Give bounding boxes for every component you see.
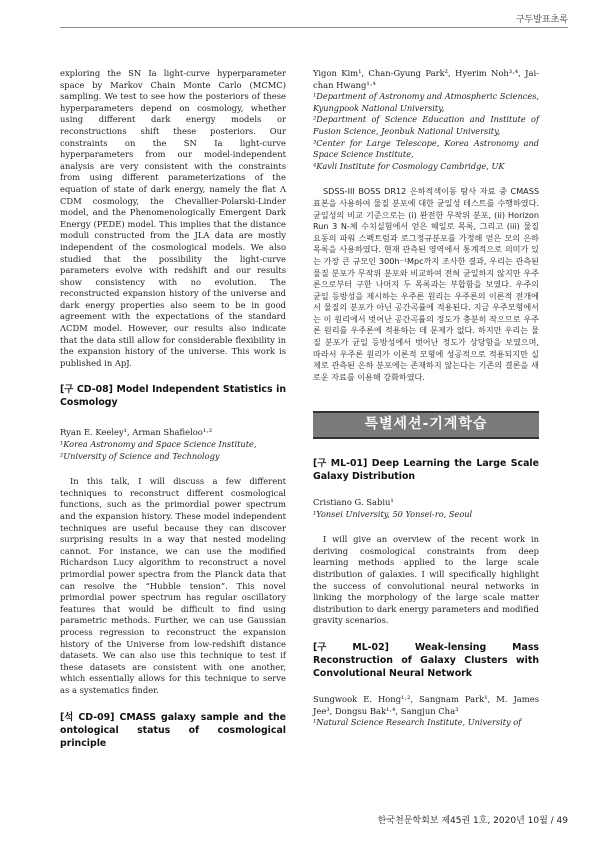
cd09-affiliation-4: ⁴Kavli Institute for Cosmology Cambridge, UK <box>313 160 505 171</box>
intro-paragraph: exploring the SN Ia light-curve hyperparameter space by Markov Chain Monte Carlo (MCMC) sampling. We test to see how the posteriors of these hyperparameters depend on cosmology, whether using different dark energy models or reconstructions shift these posteriors. Our constraints on the SN Ia light-curve hyperparameters from our model-independent analysis are very consistent with the constraints from using different parameterizations of the equation of state of dark energy, namely the flat Λ CDM cosmology, the Chevallier-Polarski-Linder model, and the Phenomenologically Emergent Dark Energy (PEDE) model. This implies that the distance moduli constructed from the JLA data are mostly independent of the cosmological models. We also studied that the possibility the light-curve parameters evolve with redshift and our results show consistency with no evolution. The reconstructed expansion history of the universe and dark energy properties also seem to be in good agreement with the expectations of the standard ΛCDM model. However, our results also indicate that the data still allow for considerable flexibility in the expansion history of the universe. This work is published in ApJ. <box>60 68 286 368</box>
cd09-authors: Yigon Kim¹, Chan-Gyung Park², Hyerim Noh³·⁴, Jai-chan Hwang¹·⁴ <box>313 68 539 90</box>
cd08-title: [구 CD-08] Model Independent Statistics in Cosmology <box>60 384 286 409</box>
cd09-affiliation-3: ³Center for Large Telescope, Korea Astronomy and Space Science Institute, <box>313 137 539 160</box>
cd08-authors: Ryan E. Keeley¹, Arman Shafieloo¹·² <box>60 427 213 438</box>
left-column <box>60 68 286 750</box>
cd09-title: [석 CD-09] CMASS galaxy sample and the ontological status of cosmological principle <box>60 711 286 749</box>
ml01-authors: Cristiano G. Sabiu¹ <box>313 497 394 508</box>
cd08-affiliation-2: ²University of Science and Technology <box>60 450 220 461</box>
ml02-authors: Sungwook E. Hong¹·², Sangnam Park¹, M. James Jee³, Dongsu Bak¹·⁴, Sangjun Cha³ <box>313 693 539 716</box>
ml01-abstract: I will give an overview of the recent work in deriving cosmological constraints from deep learning methods applied to the large scale distribution of galaxies. I will specifically highlight the success of convolutional neural networks in linking the morphology of the large scale matter distribution to dark energy parameters and modified gravity scenarios. <box>313 534 539 626</box>
running-header: 구두발표초록 <box>515 15 568 25</box>
page-footer: 한국천문학회보 제45권 1호, 2020년 10월 / 49 <box>377 816 568 826</box>
cd08-affiliation-1: ¹Korea Astronomy and Space Science Institute, <box>60 439 257 450</box>
right-column <box>313 68 539 729</box>
header-rule <box>60 27 568 28</box>
ml01-title: [구 ML-01] Deep Learning the Large Scale Galaxy Distribution <box>313 458 539 483</box>
ml02-affiliation-1: ¹Natural Science Research Institute, University of <box>313 717 522 728</box>
cd09-abstract-block <box>313 186 539 383</box>
cd09-affiliation-2: ²Department of Science Education and Institute of Fusion Science, Jeonbuk National University, <box>313 114 539 136</box>
section-banner: 특별세션-기계학습 <box>313 411 539 439</box>
cd09-abstract: SDSS-III BOSS DR12 은하적색이동 탐사 자료 중 CMASS 표본을 사용하여 물질 분포에 대한 균일성 테스트를 수행하였다. 균일성의 비교 기준으로는 (i) 완전한 무작위 분포, (ii) Horizon Run 3 N-체 수치실험에서 얻은 헤일로 목록, 그리고 (iii) 물질 요동의 파워 스펙트럼과 로그정규분포를 가정해 얻은 모의 은하 목록을 사용하였다. 현재 관측된 영역에서 통계적으로 의미가 있는 가장 큰 규모인 300h⁻¹Mpc까지 조사한 결과, 우리는 관측된 물질 분포가 무작위 분포와 비교하여 전혀 균일하지 않지만 우주론으로부터 구한 나머지 두 목록과는 부합함을 보였다. 우주의 균일 등방성을 제시하는 우주론 원리는 우주론의 이론적 전개에서 물질의 분포가 아닌 공간곡률에 적용된다. 지금 우주모형에서는 이 원리에서 벗어난 공간곡률의 정도가 충분히 작으므로 우주론 원리를 우주론에 적용하는 데 문제가 없다. 하지만 우리는 물질 분포가 균일 등방성에서 벗어난 정도가 상당함을 보였으며, 따라서 우주론 원리가 이론적 모형에 성공적으로 적용되지만 실제로 관측된 은하 분포에는 존재하지 않는다는 기존의 결론을 새로운 자료를 이용해 강화하였다. <box>313 186 539 382</box>
cd09-affiliation-1: ¹Department of Astronomy and Atmospheric Sciences, Kyungpook National University, <box>313 91 539 113</box>
ml01-affiliation-1: ¹Yonsei University, 50 Yonsei-ro, Seoul <box>313 508 473 519</box>
ml02-title: [구 ML-02] Weak-lensing Mass Reconstruction of Galaxy Clusters with Convolutional Neural Network <box>313 641 539 679</box>
cd08-abstract: In this talk, I will discuss a few different techniques to reconstruct different cosmological functions, such as the primordial power spectrum and the expansion history. These model independent techniques are useful because they can discover surprising results in a way that nested modeling cannot. For instance, we can use the modified Richardson Lucy algorithm to reconstruct a novel primordial power spectra from the Planck data that can resolve the “Hubble tension”. This novel primordial power spectrum has regular oscillatory features that would be difficult to find using parametric methods. Further, we can use Gaussian process regression to reconstruct the expansion history of the Universe from low-redshift distance datasets. We can also use this technique to test if these datasets are consistent with one another, which essentially allows for this technique to serve as a systematics finder. <box>60 476 286 695</box>
